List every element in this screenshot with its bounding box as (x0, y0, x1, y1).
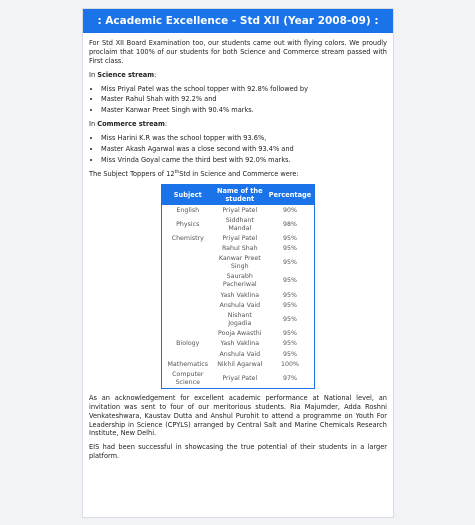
cell-percentage: 100% (280, 360, 299, 368)
cell-student-name: Yash Vaklina (220, 340, 260, 348)
commerce-label: Commerce stream (97, 120, 165, 129)
table-row (161, 254, 314, 272)
commerce-list (89, 134, 387, 165)
cell-subject: Biology (176, 340, 200, 348)
table-body (161, 205, 314, 388)
content-panel (82, 8, 394, 518)
table-row (161, 205, 314, 215)
cell-subject: Chemistry (171, 234, 204, 242)
cell-percentage: 95% (283, 259, 297, 267)
cell-percentage: 95% (283, 234, 297, 242)
table-row (161, 329, 314, 339)
cell-percentage: 98% (283, 220, 297, 228)
cell-student-name: Kanwar Preet Singh (218, 255, 261, 271)
cell-percentage: 95% (283, 340, 297, 348)
article-body (83, 33, 393, 461)
cell-percentage: 95% (283, 301, 297, 309)
commerce-heading: In Commerce stream: (89, 120, 168, 129)
table-row (161, 349, 314, 359)
cell-subject (161, 349, 214, 359)
science-list (89, 85, 387, 116)
column-header-percentage: Percentage (266, 184, 315, 205)
table-row (161, 339, 314, 349)
cell-subject (161, 244, 214, 254)
cell-percentage: 95% (283, 330, 297, 338)
cell-percentage: 90% (283, 206, 297, 214)
cell-percentage: 95% (283, 291, 297, 299)
table-row (161, 370, 314, 389)
cell-subject: English (176, 206, 200, 214)
cell-subject: Physics (176, 220, 200, 228)
cell-percentage: 95% (283, 245, 297, 253)
toppers-intro: The Subject Toppers of 12thStd in Science and Commerce were: (89, 169, 299, 178)
page-title: : Academic Excellence - Std XII (Year 2008-09) : (83, 9, 393, 33)
cell-student-name: Rahul Shah (221, 245, 258, 253)
cell-subject (161, 329, 214, 339)
science-label: Science stream (97, 70, 155, 79)
science-heading: In Science stream: (89, 70, 157, 79)
list-item: • Miss Harini K.R was the school topper with 93.6%, (101, 134, 387, 143)
cell-student-name: Priyal Patel (222, 206, 258, 214)
column-header-name: Name of the student (214, 184, 266, 205)
cell-subject (161, 290, 214, 300)
cell-student-name: Pooja Awasthi (218, 330, 262, 338)
table-row (161, 290, 314, 300)
column-header-subject: Subject (161, 184, 214, 205)
cell-student-name: Priyal Patel (222, 374, 258, 382)
table-row (161, 216, 314, 234)
intro-paragraph: For Std XII Board Examination too, our students came out with flying colors. We proudly proclaim that 100% of our students for both Science and Commerce stream passed with First class. (89, 39, 387, 65)
cell-student-name: Siddhant Mandal (225, 216, 254, 232)
closing-paragraph: EIS had been successful in showcasing the true potential of their students in a larger platform. (89, 443, 387, 461)
list-item: • Master Kanwar Preet Singh with 90.4% marks. (101, 106, 387, 115)
cell-student-name: Priyal Patel (222, 234, 258, 242)
cell-percentage: 95% (283, 315, 297, 323)
table-row (161, 234, 314, 244)
cell-student-name: Nishant Jogadia (227, 311, 252, 327)
table-row (161, 360, 314, 370)
cell-student-name: Saurabh Pacheriwal (222, 273, 257, 289)
cell-subject (161, 272, 214, 290)
table-row (161, 301, 314, 311)
table-row (161, 272, 314, 290)
cell-subject (161, 311, 214, 329)
cell-student-name: Yash Vaklina (220, 291, 260, 299)
cell-student-name: Anshula Vaid (219, 350, 261, 358)
list-item: • Miss Vrinda Goyal came the third best with 92.0% marks. (101, 156, 387, 165)
list-item: • Miss Priyal Patel was the school topper with 92.8% followed by (101, 85, 387, 94)
toppers-table-wrapper (89, 184, 387, 389)
toppers-table (161, 184, 315, 389)
cell-student-name: Anshula Vaid (219, 301, 261, 309)
acknowledgement-paragraph: As an acknowledgement for excellent academic performance at National level, an invitation was sent to four of our meritorious students. Ria Majumder, Adda Roshni Venkateshwara, Kaustav Dutta and Anshul Purohit to attend a programme on Youth For Leadership in Science (CPYLS) arranged by Central Salt and Marine Chemicals Research Institute, New Delhi. (89, 393, 387, 438)
list-item: • Master Akash Agarwal was a close second with 93.4% and (101, 145, 387, 154)
cell-student-name: Nikhil Agarwal (217, 360, 263, 368)
cell-percentage: 95% (283, 277, 297, 285)
cell-percentage: 95% (283, 350, 297, 358)
list-item: • Master Rahul Shah with 92.2% and (101, 95, 387, 104)
cell-subject: Computer Science (172, 371, 204, 386)
cell-subject (161, 301, 214, 311)
cell-subject (161, 254, 214, 272)
table-row (161, 244, 314, 254)
table-header-row (161, 184, 314, 205)
table-row (161, 311, 314, 329)
cell-subject: Mathematics (167, 360, 209, 368)
cell-percentage: 97% (283, 374, 297, 382)
